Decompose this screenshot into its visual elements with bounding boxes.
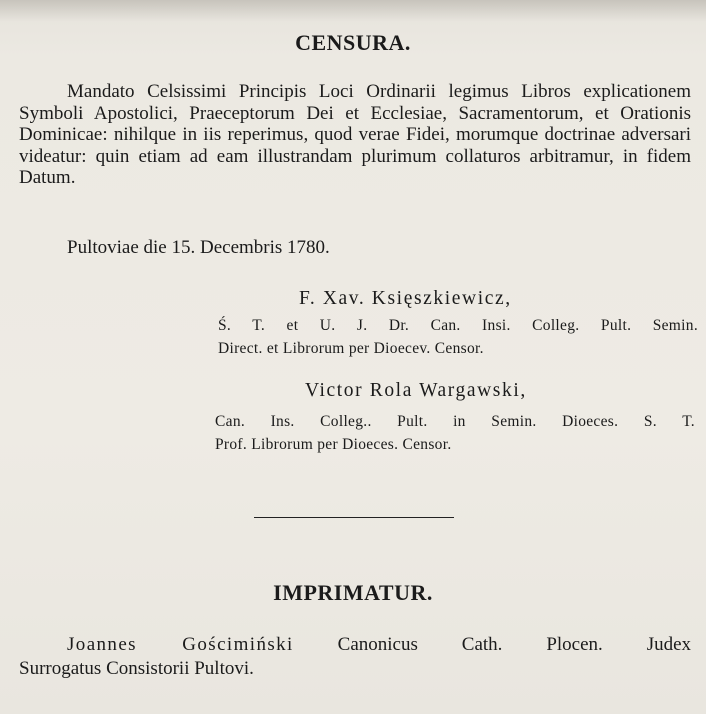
signer-2-title-line-1: Can. Ins. Colleg.. Pult. in Semin. Dioeces. S. T. [215,413,695,430]
imprimatur-paragraph [19,633,691,681]
signer-2-title-line-2: Prof. Librorum per Dioeces. Censor. [215,436,452,453]
signer-1-title [218,314,698,360]
signer-1-title-line-2: Direct. et Librorum per Dioecev. Censor. [218,340,484,357]
show-through-text-bleed [0,0,706,22]
imprimatur-line-1-rest: Canonicus Cath. Plocen. Judex [337,634,692,655]
imprimatur-line-2: Surrogatus Consistorii Pultovi. [19,658,254,679]
imprimatur-signer-name: Joannes Gościmiński [67,634,294,655]
censura-paragraph: Mandato Celsissimi Principis Loci Ordinarii legimus Libros explicationem Symboli Apostolici, Praeceptorum Dei et Ecclesiae, Sacramentorum, et Orationis Dominicae: nihilque in iis reperimus, quod verae Fidei, morumque doctrinae adversari videatur: quin etiam ad eam illustrandam plurimum collaturos arbitramur, in fidem Datum. [19,81,691,188]
imprimatur-heading: IMPRIMATUR. [273,580,433,605]
signer-2-name: Victor Rola Wargawski, [305,380,527,401]
section-divider [254,517,454,518]
signer-2-title [215,410,695,456]
signer-1-title-line-1: Ś. T. et U. J. Dr. Can. Insi. Colleg. Pult. Semin. [218,317,698,334]
date-line: Pultoviae die 15. Decembris 1780. [67,237,330,258]
signer-1-name: F. Xav. Księszkiewicz, [299,288,512,309]
imprimatur-line-1 [19,633,691,657]
censura-heading: CENSURA. [295,30,411,55]
